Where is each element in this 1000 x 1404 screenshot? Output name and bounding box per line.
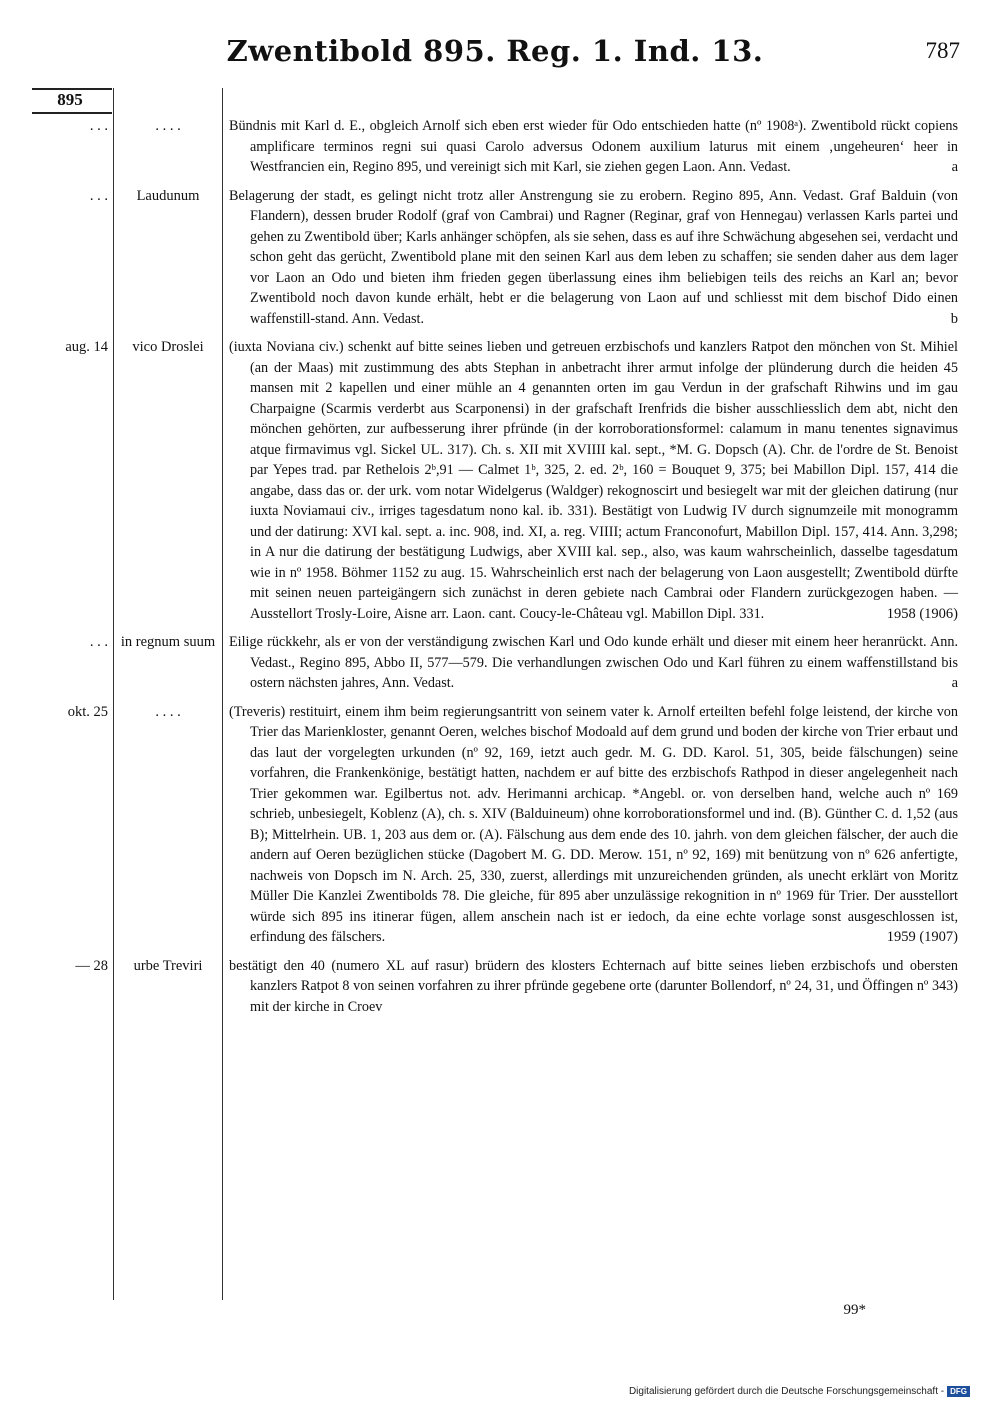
- entry: [0, 632, 1000, 694]
- entry-text: Eilige rückkehr, als er von der verständigung zwischen Karl und Odo kunde erhält und dieser mit einem heer heranrückt. Ann. Vedast., Regino 895, Abbo II, 577—579. Die verhandlungen zwischen Odo und Karl führen zu einem waffenstillstand bis ostern nächsten jahres, Ann. Vedast.: [229, 634, 958, 691]
- entry-text: Bündnis mit Karl d. E., obgleich Arnolf sich eben erst wieder für Odo entschieden hatte (nº 1908ᵃ). Zwentibold rückt copiens amplificare terminos regni sui quasi Carolo adversus Odonem auxilium laturus mit einem ‚ungeheuren‘ heer in Westfrancien ein, Regino 895, und vereinigt sich mit Karl, sie ziehen gegen Laon. Ann. Vedast.: [229, 118, 958, 175]
- entry-date: . . .: [89, 118, 108, 134]
- entry-text: bestätigt den 40 (numero XL auf rasur) brüdern des klosters Echternach auf bitte seines lieben erzbischofs und obersten kanzlers Ratpot 8 von seinen vorfahren zu ihrer pfründe gegebene orte (darunter Bollendorf, nº 24, 31, und Öffingen nº 343) mit der kirche in Croev: [229, 957, 958, 1015]
- entry-number: b: [950, 310, 958, 327]
- entry: [0, 702, 1000, 948]
- entry-text: (Treveris) restituirt, einem ihm beim regierungsantritt von seinem vater k. Arnolf erteilten befehl folge leistend, der kirche von Trier das Marienkloster, genannt Oeren, welches bischof Modoald auf dem grund und boden der kirche von Trier erbaut und das laut der vorgelegten urkunden (nº 92, 169, ietzt auch gedr. M. G. DD. Karol. 51, 305, beide fälschungen) seine vorfahren, die Frankenkönige, bestätigt hatten, nachdem er auf bitte des erzbischofs Rathpod in dieser angelegenheit nach Trier gekommen war. Egilbertus not. adv. Herimanni archicap. *Angebl. or. von derselben hand, welche auch nº 169 schrieb, unbesiegelt, Koblenz (A), ch. s. XIV (Balduineum) ohne korroborationsformel und ind. (B). Günther C. d. 1,52 (aus B); Mittelrhein. UB. 1, 203 aus dem or. (A). Fälschung aus dem ende des 10. jahrh. von dem gleichen fälscher, der auch die andern auf Oeren bezüglichen stücke (Dagobert M. G. DD. Merow. 151, nº 92, 169) mit benützung von nº 626 anfertigte, nachweis von Dopsch im N. Arch. 25, 330, zuerst, allerdings mit unzureichenden gründen, als unecht erklärt von Moritz Müller Die Kanzlei Zwentibolds 78. Die gleiche, für 895 aber unzulässige rekognition in nº 1969 für Trier. Der ausstellort würde sich 895 ins itinerar fügen, allem anschein nach ist er iedoch, da eine echte vorlage sonst ausgeschlossen ist, erfindung des fälschers.: [229, 703, 958, 945]
- entry-date: aug. 14: [65, 339, 108, 355]
- entry-date: okt. 25: [67, 703, 108, 720]
- entry: [0, 337, 1000, 624]
- entry-text-block: [229, 702, 958, 948]
- entry-date: — 28: [75, 957, 108, 974]
- year-bottom-rule: [32, 112, 112, 114]
- running-title: Zwentibold 895. Reg. 1. Ind. 13.: [226, 34, 764, 68]
- entry-text-block: [229, 116, 958, 178]
- entry-number: 1959 (1907): [886, 929, 958, 945]
- entry-place: . . . .: [155, 118, 181, 134]
- entry-place: urbe Treviri: [133, 957, 203, 974]
- credit-text: Digitalisierung gefördert durch die Deutsche Forschungsgemeinschaft -: [628, 1386, 945, 1397]
- entry: [0, 116, 1000, 178]
- entry-text: Belagerung der stadt, es gelingt nicht trotz aller Anstrengung sie zu erobern. Regino 895, Ann. Vedast. Graf Balduin (von Flandern), dessen bruder Rodolf (graf von Cambrai) und Ragner (Reginar, graf von Hennegau) verlassen Karls partei und gehen zu Zwentibold über; Karls anhänger schöpfen, als sie sehen, dass es auf ihre Schwächung abgesehen sei, verdacht und schon geht das gerücht, Zwentibold plane mit den seinen Karl aus dem leben zu schaffen; sie senden daher aus dem lager vor Laon an Odo und bieten ihm frieden gegen überlassung eines ihm beliebigen teils des reichs an Karl an; bevor Zwentibold noch davon kunde erhält, hebt er die belagerung von Laon auf und schliesst mit dem bischof Dido einen waffenstill-stand. Ann. Vedast.: [229, 187, 958, 327]
- signature-mark: 99*: [843, 1302, 866, 1318]
- entry-text-block: [229, 956, 958, 1018]
- entry-text: (iuxta Noviana civ.) schenkt auf bitte seines lieben und getreuen erzbischofs und kanzlers Ratpot den mönchen von St. Mihiel (an der Maas) mit zustimmung des abts Stephan in anbetracht ihrer armut infolge der plünderung durch die heiden 45 mansen mit 2 kapellen und einer mühle an 4 genannten orten im gau Verdun in der grafschaft Rihwins und im gau Charpaigne (Scarmis verderbt aus Scarponensi) in der grafschaft Irenfrids die bisher ausschliesslich dem abt, nicht den mönchen gehörten, zur aufbesserung ihrer pfründe (in der korroborationsformel: calamum in manu tenentes signavimus atque firmavimus vgl. Sickel UL. 317). Ch. s. XII mit XVIIII kal. sept., *M. G. Dopsch (A). Chr. de l'ordre de St. Benoist par Yepes trad. par Rethelois 2ᵇ,91 — Calmet 1ᵇ, 325, 2. ed. 2ᵇ, 160 = Bouquet 9, 375; bei Mabillon Dipl. 157, 414 die angabe, dass das or. der urk. vom notar Widelgerus (Waldger) rekognoscirt und besiegelt war mit der gleichen datirung (nur iuxta Noviamaui civ., irriges tagesdatum nono kal. ib. 331). Bestätigt von Ludwig IV durch signumzeile mit monogramm und der datirung: XVI kal. sept. a. inc. 908, ind. XI, a. reg. VIIII; actum Franconofurt, Mabillon Dipl. 157, 414. Ann. 3,298; in A nur die datirung der bestätigung Ludwigs, aber XVIII kal. sep., also, was kaum wahrscheinlich, dasselbe tagesdatum wie in nº 1958. Böhmer 1152 zu aug. 15. Wahrscheinlich erst nach der belagerung von Laon ausgestellt; Zwentibold dürfte mit seinen neuen parteigängern sich zunächst in deren gebiete nach Cambrai oder Flandern zurückgezogen haben. — Ausstellort Trosly-Loire, Aisne arr. Laon. cant. Coucy-le-Château vgl. Mabillon Dipl. 331.: [229, 339, 958, 622]
- entry-place: in regnum suum: [120, 634, 216, 650]
- entry-text-block: [229, 632, 958, 694]
- entry: [0, 956, 1000, 1018]
- entry-text-block: [229, 186, 958, 330]
- entry-number: a: [951, 675, 958, 691]
- entry: [0, 186, 1000, 330]
- entry-number: a: [951, 159, 958, 175]
- page-header: [30, 30, 960, 80]
- page-number: 787: [925, 38, 960, 63]
- entry-text-block: [229, 337, 958, 624]
- entry-number: 1958 (1906): [886, 605, 958, 622]
- entry-date: . . .: [89, 634, 108, 650]
- year-heading: 895: [57, 90, 83, 109]
- regesta-entries: [0, 116, 1000, 1017]
- entry-place: Laudunum: [136, 187, 200, 204]
- entry-place: vico Droslei: [132, 339, 204, 355]
- entry-place: . . . .: [155, 703, 181, 720]
- digitization-credit: [629, 1386, 970, 1397]
- dfg-logo-icon: DFG: [947, 1386, 970, 1397]
- entry-date: . . .: [89, 187, 108, 204]
